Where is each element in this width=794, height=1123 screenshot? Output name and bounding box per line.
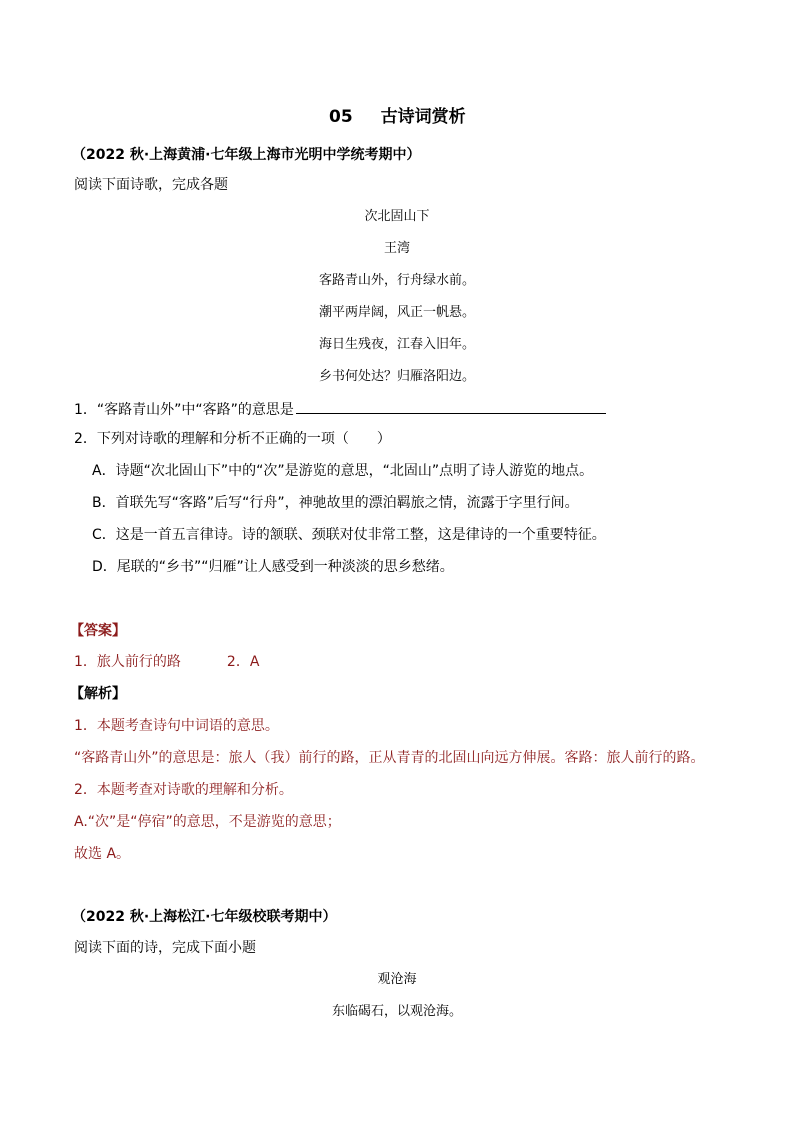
- question-source: （2022 秋·上海黄浦·七年级上海市光明中学统考期中）: [72, 147, 421, 163]
- answer-line: [74, 653, 259, 671]
- question-source: （2022 秋·上海松江·七年级校联考期中）: [72, 909, 337, 925]
- option-d: D．尾联的“乡书”“归雁”让人感受到一种淡淡的思乡愁绪。: [92, 559, 454, 575]
- answer-1: 1．旅人前行的路: [74, 654, 181, 670]
- question-instruction: 阅读下面的诗，完成下面小题: [74, 940, 256, 956]
- answer-2: 2．A: [226, 654, 260, 670]
- question-2: 2．下列对诗歌的理解和分析不正确的一项（ ）: [74, 431, 391, 447]
- option-b: B．首联先写“客路”后写“行舟”，神驰故里的漂泊羁旅之情，流露于字里行间。: [92, 495, 579, 511]
- poem-line: 乡书何处达？归雁洛阳边。: [318, 369, 475, 384]
- analysis-line: A.“次”是“停宿”的意思，不是游览的意思；: [74, 814, 341, 830]
- answer-blank: [296, 399, 606, 414]
- poem-line: 海日生残夜，江春入旧年。: [318, 337, 475, 352]
- analysis-line: “客路青山外”的意思是：旅人（我）前行的路，正从青青的北固山向远方伸展。客路：旅人前行的路。: [74, 750, 705, 766]
- poem-title: 次北固山下: [364, 209, 430, 224]
- analysis-label: 【解析】: [70, 686, 126, 702]
- option-a: A．诗题“次北固山下”中的“次”是游览的意思，“北固山”点明了诗人游览的地点。: [92, 463, 594, 479]
- poem-author: 王湾: [383, 241, 410, 256]
- page-title: [329, 106, 466, 128]
- option-c: C．这是一首五言律诗。诗的颔联、颈联对仗非常工整，这是律诗的一个重要特征。: [92, 527, 606, 543]
- question-1: [74, 399, 606, 419]
- question-instruction: 阅读下面诗歌，完成各题: [74, 177, 228, 193]
- analysis-line: 1．本题考查诗句中词语的意思。: [74, 718, 279, 734]
- poem-title: 观沧海: [377, 972, 417, 987]
- question-1-text: 1．“客路青山外”中“客路”的意思是: [74, 402, 294, 418]
- analysis-line: 故选 A。: [74, 846, 131, 862]
- analysis-line: 2．本题考查对诗歌的理解和分析。: [74, 782, 293, 798]
- section-title: 古诗词赏析: [380, 107, 466, 127]
- poem-line: 客路青山外，行舟绿水前。: [318, 273, 475, 288]
- poem-line: 潮平两岸阔，风正一帆悬。: [318, 305, 475, 320]
- poem-line: 东临碣石，以观沧海。: [331, 1004, 462, 1019]
- section-number: 05: [329, 107, 353, 127]
- answer-label: 【答案】: [70, 623, 126, 639]
